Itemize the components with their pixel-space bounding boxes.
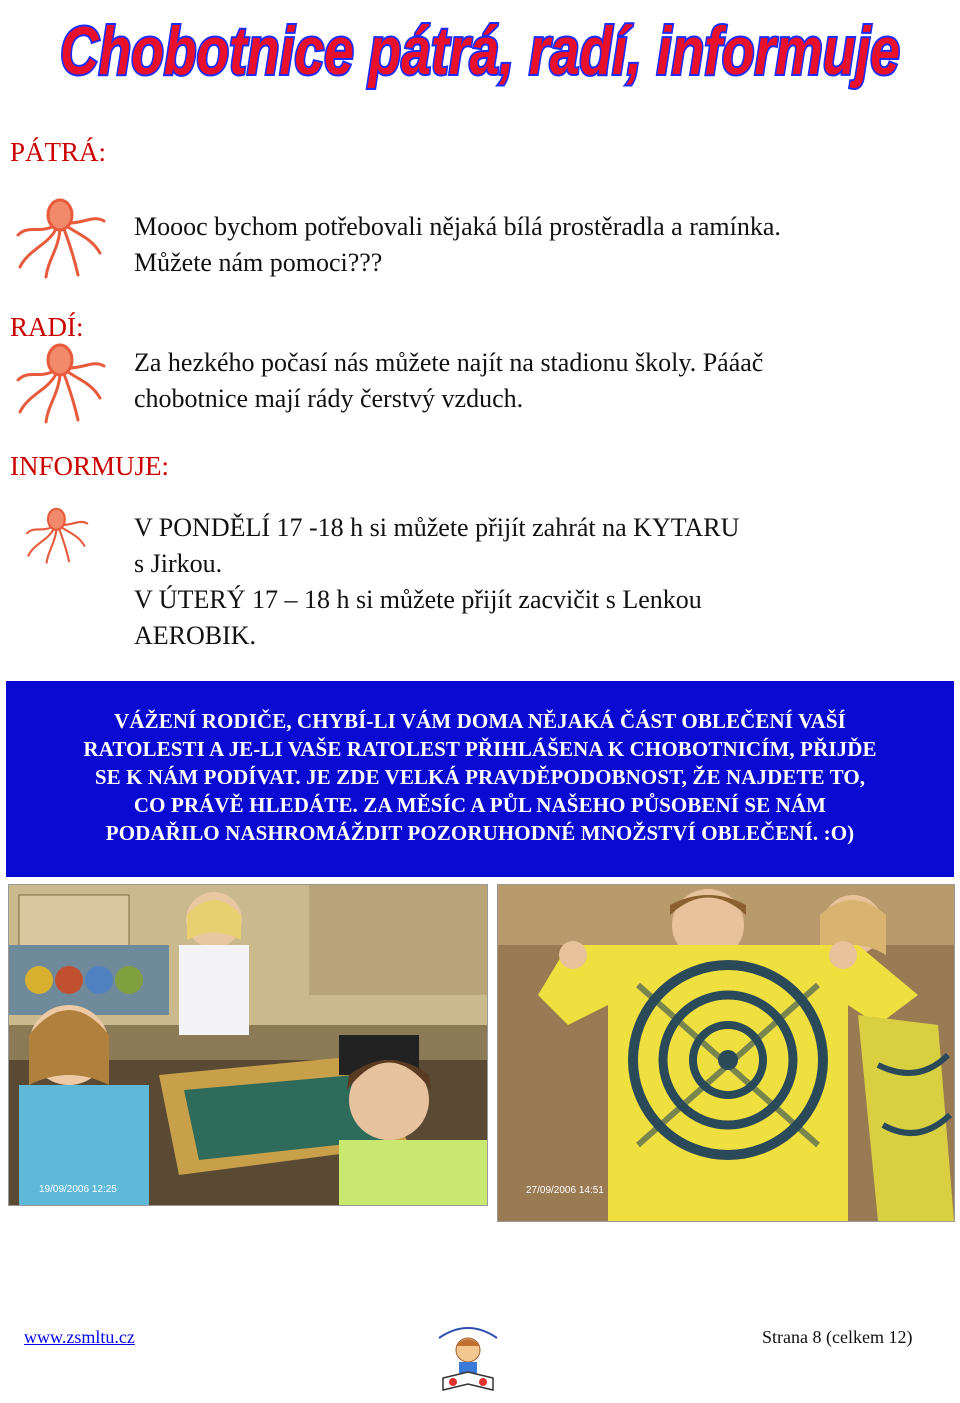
section-label-radi: RADÍ: bbox=[10, 312, 84, 342]
notice-line: PODAŘILO NASHROMÁŽDIT POZORUHODNÉ MNOŽSTVÍ OBLEČENÍ. :O) bbox=[105, 821, 855, 845]
radi-text bbox=[134, 345, 954, 417]
patra-line: Můžete nám pomoci??? bbox=[134, 248, 383, 277]
photo-tie-dye bbox=[497, 884, 955, 1222]
photo-timestamp: 27/09/2006 14:51 bbox=[526, 1185, 604, 1196]
notice-line: VÁŽENÍ RODIČE, CHYBÍ-LI VÁM DOMA NĚJAKÁ ČÁST OBLEČENÍ VAŠÍ bbox=[114, 709, 846, 733]
octopus-icon bbox=[8, 340, 108, 425]
footer-page-number: Strana 8 (celkem 12) bbox=[762, 1327, 913, 1347]
notice-line: CO PRÁVĚ HLEDÁTE. ZA MĚSÍC A PŮL NAŠEHO PŮSOBENÍ SE NÁM bbox=[133, 793, 827, 817]
page-title: Chobotnice pátrá, radí, informuje bbox=[60, 13, 900, 89]
footer-website-link[interactable]: www.zsmltu.cz bbox=[24, 1327, 135, 1347]
informuje-line: s Jirkou. bbox=[134, 549, 223, 578]
informuje-line: AEROBIK. bbox=[134, 621, 257, 650]
photo-timestamp: 19/09/2006 12:25 bbox=[39, 1184, 117, 1195]
informuje-line: V ÚTERÝ 17 – 18 h si můžete přijít zacvičit s Lenkou bbox=[134, 585, 702, 614]
patra-text bbox=[134, 209, 954, 281]
section-label-informuje: INFORMUJE: bbox=[10, 451, 170, 481]
radi-line: Za hezkého počasí nás můžete najít na stadionu školy. Pááač bbox=[134, 348, 764, 377]
section-label-patra: PÁTRÁ: bbox=[10, 137, 107, 167]
notice-banner bbox=[6, 681, 954, 877]
headline bbox=[40, 2, 920, 102]
informuje-line: V PONDĚLÍ 17 -18 h si můžete přijít zahrát na KYTARU bbox=[134, 513, 740, 542]
notice-line: SE K NÁM PODÍVAT. JE ZDE VELKÁ PRAVDĚPODOBNOST, ŽE NAJDETE TO, bbox=[94, 765, 866, 789]
patra-line: Moooc bychom potřebovali nějaká bílá prostěradla a ramínka. bbox=[134, 212, 781, 241]
octopus-icon bbox=[20, 505, 90, 565]
photo-board-game bbox=[8, 884, 488, 1206]
school-logo-icon bbox=[433, 1316, 503, 1398]
photo-tie-dye-image bbox=[498, 885, 954, 1221]
octopus-icon bbox=[8, 195, 108, 280]
photo-board-game-image bbox=[9, 885, 487, 1205]
informuje-text bbox=[134, 510, 954, 654]
notice-line: RATOLESTI A JE-LI VAŠE RATOLEST PŘIHLÁŠENA K CHOBOTNICÍM, PŘIJĎE bbox=[83, 737, 877, 761]
radi-line: chobotnice mají rády čerstvý vzduch. bbox=[134, 384, 524, 413]
